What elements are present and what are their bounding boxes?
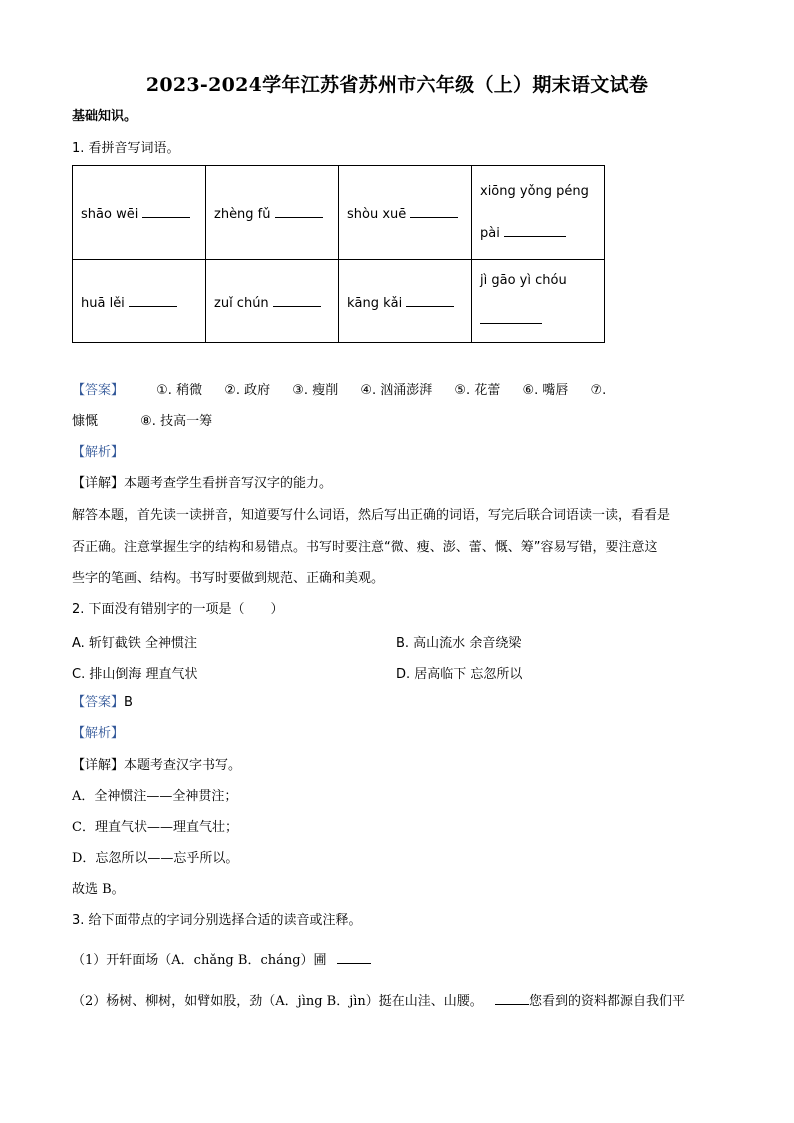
answer-blank[interactable]	[480, 309, 542, 324]
q2-line: C．理直气状——理直气壮；	[72, 820, 238, 835]
q2-line: A．全神惯注——全神贯注；	[72, 789, 238, 804]
q2-detail: 【详解】本题考查汉字书写。	[72, 758, 242, 773]
answer-blank[interactable]	[406, 292, 454, 307]
answer-item: ④. 汹涌澎湃	[360, 383, 433, 398]
q2-option-a[interactable]: A. 斩钉截铁 全神惯注	[72, 636, 198, 651]
q1-para: 些字的笔画、结构。书写时要做到规范、正确和美观。	[72, 571, 385, 586]
q1-detail: 【详解】本题考查学生看拼音写汉字的能力。	[72, 476, 333, 491]
answer-item: ③. 瘦削	[292, 383, 339, 398]
answer-label: 【答案】	[72, 383, 125, 398]
answer-blank[interactable]	[129, 292, 177, 307]
answer-blank[interactable]	[495, 990, 529, 1005]
answer-item: ②. 政府	[224, 383, 271, 398]
answer-blank[interactable]	[273, 292, 321, 307]
q2-line: 故选 B。	[72, 882, 125, 897]
q2-option-c[interactable]: C. 排山倒海 理直气状	[72, 667, 198, 682]
answer-item: ⑥. 嘴唇	[522, 383, 569, 398]
pinyin-table	[72, 165, 605, 343]
section-heading: 基础知识。	[72, 109, 138, 124]
q1-answer-row	[72, 382, 606, 400]
answer-blank[interactable]	[275, 203, 323, 218]
q2-analysis-label: 【解析】	[72, 726, 125, 741]
q2-option-b[interactable]: B. 高山流水 余音绕梁	[396, 636, 522, 651]
answer-blank[interactable]	[410, 203, 458, 218]
q2-answer: 【答案】B	[72, 695, 133, 710]
q2-line: D．忘忽所以——忘乎所以。	[72, 851, 239, 866]
pinyin-cell: shòu xuē	[339, 166, 472, 260]
page-title: 2023-2024学年江苏省苏州市六年级（上）期末语文试卷	[145, 74, 649, 96]
pinyin-cell: zhèng fǔ	[206, 166, 339, 260]
answer-item: 慷慨	[72, 414, 99, 429]
q3-sub1: （1）开轩面场（A．chǎng B．cháng）圃	[72, 949, 371, 970]
q2-stem: 2. 下面没有错别字的一项是（ ）	[72, 602, 284, 617]
answer-item: ⑤. 花蕾	[454, 383, 501, 398]
answer-item: ①. 稍微	[156, 383, 203, 398]
pinyin-cell: kāng kǎi	[339, 260, 472, 343]
q1-para: 解答本题，首先读一读拼音，知道要写什么词语，然后写出正确的词语，写完后联合词语读一读，看看是	[72, 508, 671, 523]
q3-sub2: （2）杨树、柳树，如臂如股，劲（A．jìng B．jìn）挺在山洼、山腰。 您看到的资料都源自我们平	[72, 990, 685, 1011]
pinyin-cell: jì gāo yì chóu	[472, 260, 605, 343]
pinyin-cell: zuǐ chún	[206, 260, 339, 343]
answer-item: ⑧. 技高一筹	[140, 414, 213, 429]
pinyin-cell: xiōng yǒng péng pài	[472, 166, 605, 260]
pinyin-cell: shāo wēi	[73, 166, 206, 260]
answer-blank[interactable]	[337, 949, 371, 964]
pinyin-cell: huā lěi	[73, 260, 206, 343]
q1-answer-row-2	[72, 413, 212, 431]
answer-blank[interactable]	[142, 203, 190, 218]
q1-para: 否正确。注意掌握生字的结构和易错点。书写时要注意“微、瘦、澎、蕾、慨、筹”容易写错，要注意这	[72, 540, 658, 555]
answer-item: ⑦.	[590, 383, 607, 398]
answer-blank[interactable]	[504, 222, 566, 237]
q3-stem: 3. 给下面带点的字词分别选择合适的读音或注释。	[72, 913, 362, 928]
q2-option-d[interactable]: D. 居高临下 忘忽所以	[396, 667, 523, 682]
q1-stem: 1. 看拼音写词语。	[72, 141, 180, 156]
q1-analysis-label: 【解析】	[72, 445, 125, 460]
